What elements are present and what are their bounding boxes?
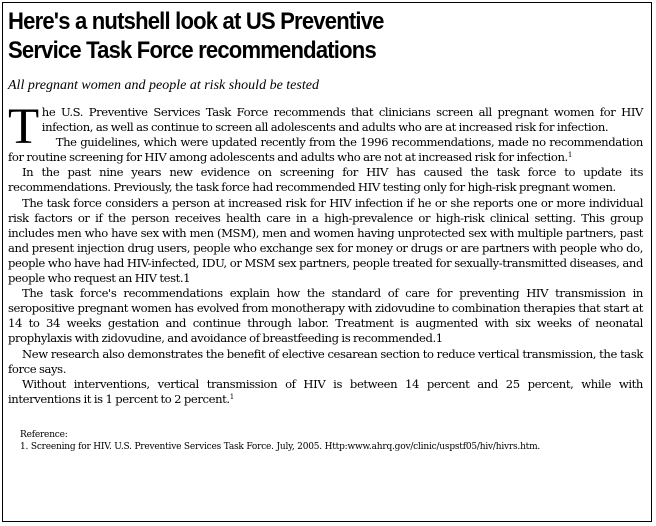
footnote-marker: 1 bbox=[229, 392, 234, 401]
subheadline: All pregnant women and people at risk should be tested bbox=[8, 78, 319, 93]
footnote-marker: 1 bbox=[567, 151, 572, 160]
references bbox=[20, 429, 643, 453]
reference-item: 1. Screening for HIV. U.S. Preventive Services Task Force. July, 2005. Http:www.ahrq.gov/clinic/uspstf05/hiv/hivrs.htm. bbox=[20, 441, 541, 452]
paragraph-7 bbox=[8, 377, 643, 407]
article-body bbox=[8, 99, 643, 407]
paragraph-2-text: The guidelines, which were updated recently from the 1996 recommendations, made no recommendation for routine screening for HIV among adolescents and adults who are not at increased risk for infection. bbox=[8, 135, 643, 165]
paragraph-5: The task force's recommendations explain how the standard of care for preventing HIV transmission in seropositive pregnant women has evolved from monotherapy with zidovudine to combination therapies that start at 14 to 34 weeks gestation and continue through labor. Treatment is augmented with six weeks of neonatal prophylaxis with zidovudine, and avoidance of breastfeeding is recommended.1 bbox=[8, 286, 643, 346]
article-box bbox=[2, 2, 652, 522]
paragraph-4: The task force considers a person at increased risk for HIV infection if he or she reports one or more individual risk factors or if the person receives health care in a high-prevalence or high-risk clinical setting. This group includes men who have sex with men (MSM), men and women having unprotected sex with multiple partners, past and present injection drug users, people who exchange sex for money or drugs or are partners with people who do, people who have had HIV-infected, IDU, or MSM sex partners, people treated for sexually-transmitted diseases, and people who request an HIV test.1 bbox=[8, 195, 643, 286]
paragraph-7-text: Without interventions, vertical transmission of HIV is between 14 percent and 25 percent, while with interventions it is 1 percent to 2 percent. bbox=[8, 376, 643, 406]
paragraph-2 bbox=[8, 135, 643, 165]
paragraph-3: In the past nine years new evidence on screening for HIV has caused the task force to update its recommendations. Previously, the task force had recommended HIV testing only for high-risk pregnant women. bbox=[8, 165, 643, 195]
headline-line-1: Here's a nutshell look at US Preventive bbox=[8, 8, 384, 35]
headline bbox=[8, 7, 638, 65]
drop-cap: T bbox=[8, 99, 39, 155]
headline-line-2: Service Task Force recommendations bbox=[8, 37, 376, 64]
paragraph-1-text: he U.S. Preventive Services Task Force recommends that clinicians screen all pregnant women for HIV infection, as well as continue to screen all adolescents and adults who are at increased risk for infection. bbox=[41, 105, 643, 135]
paragraph-6: New research also demonstrates the benefit of elective cesarean section to reduce vertical transmission, the task force says. bbox=[8, 346, 643, 376]
reference-heading: Reference: bbox=[20, 429, 68, 440]
